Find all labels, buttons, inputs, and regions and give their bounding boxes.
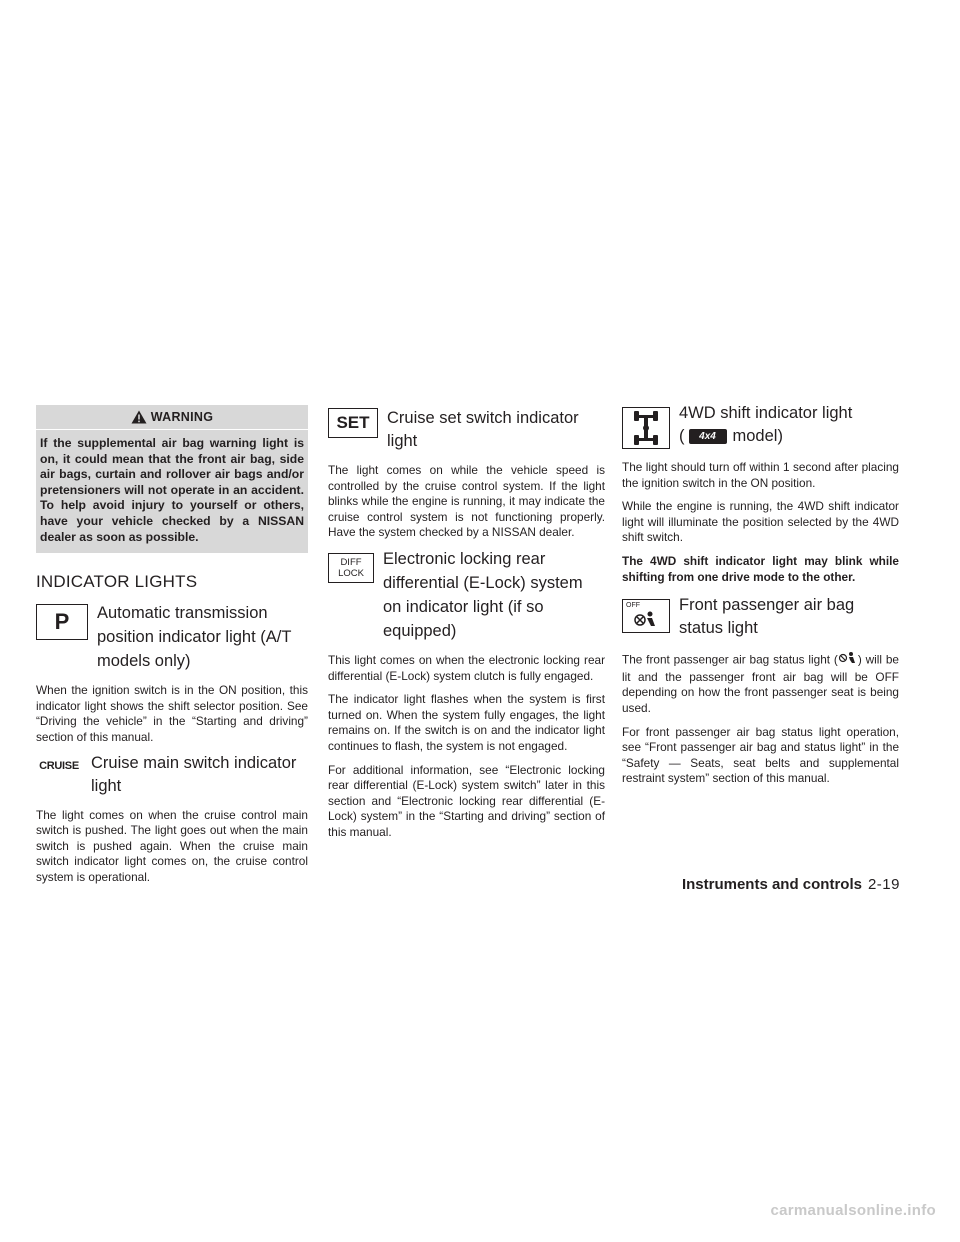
e-lock-paragraph-1: This light comes on when the electronic locking rear differential (E-Lock) system clutch is fully engaged.: [328, 652, 605, 683]
cruise-main-paragraph: The light comes on when the cruise control main switch is pushed. The light goes out when the main switch is pushed again. When the cruise main switch indicator light comes on, the cruise control system is operational.: [36, 807, 308, 884]
page-number: 2-19: [867, 876, 900, 893]
warning-triangle-icon: [131, 410, 147, 424]
4x4-badge-icon: 4x4: [689, 429, 727, 444]
item-e-lock: [328, 551, 605, 643]
4wd-bold-paragraph: The 4WD shift indicator light may blink while shifting from one drive mode to the other.: [622, 553, 899, 584]
cruise-main-title: Cruise main switch indicator light: [91, 753, 297, 795]
item-cruise-set: [328, 405, 605, 453]
passenger-airbag-inline-icon: [838, 651, 858, 670]
watermark: carmanualsonline.info: [770, 1202, 936, 1219]
column-middle: [328, 405, 605, 849]
paren-open: (: [679, 427, 685, 445]
warning-box: [36, 405, 308, 553]
passenger-airbag-paragraph-2: For front passenger air bag status light operation, see “Front passenger air bag and status light” in the “Safety — Seats, seat belts and supplemental restraint system” section of this manual.: [622, 724, 899, 786]
diff-lock-indicator-icon: DIFF LOCK: [328, 553, 374, 583]
passenger-airbag-off-icon: OFF: [622, 599, 670, 633]
warning-header: [36, 405, 308, 430]
4wd-shift-title-line2: [679, 425, 852, 448]
column-right: [622, 405, 899, 795]
4wd-shift-indicator-icon: [622, 407, 670, 449]
item-cruise-main: [36, 753, 308, 798]
4wd-model-suffix: model): [732, 427, 783, 445]
e-lock-title: Electronic locking rear differential (E-Lock) system on indicator light (if so equipped): [383, 549, 583, 640]
e-lock-paragraph-2: The indicator light flashes when the system is first turned on. When the system fully engages, the light remains on. If the switch is on and the indicator light continues to flash, the system is not engaged.: [328, 692, 605, 753]
cruise-set-title: Cruise set switch indicator light: [387, 409, 579, 450]
4wd-paragraph-1: The light should turn off within 1 second after placing the ignition switch in the ON position.: [622, 460, 899, 490]
at-position-title: Automatic transmission position indicator light (A/T models only): [97, 604, 292, 671]
item-4wd-shift: [622, 405, 899, 449]
4wd-shift-title: [679, 402, 852, 448]
warning-text: If the supplemental air bag warning light is on, it could mean that the front air bag, side air bags, curtain and rollover air bags and/or pretensioners will not operate in an accident. To help avoid injury to yourself or others, have your vehicle checked by a NISSAN dealer as soon as possible.: [40, 436, 304, 544]
section-title: INDICATOR LIGHTS: [36, 572, 198, 592]
page-footer: [682, 876, 900, 893]
item-passenger-airbag: [622, 597, 899, 640]
set-indicator-icon: SET: [328, 408, 378, 438]
passenger-airbag-title: Front passenger air bag status light: [679, 596, 855, 638]
4wd-shift-title-line1: 4WD shift indicator light: [679, 404, 853, 422]
item-at-position: [36, 604, 308, 673]
warning-heading: WARNING: [150, 410, 214, 424]
footer-section-name: Instruments and controls: [681, 876, 862, 893]
park-indicator-icon: P: [36, 604, 88, 640]
e-lock-paragraph-3: For additional information, see “Electronic locking rear differential (E-Lock) system switch” later in this section and “Electronic locking rear differential (E-Lock) system” in the “Starting and driving” section of this manual.: [328, 762, 605, 839]
passenger-airbag-paragraph-1: [622, 651, 899, 716]
column-left: [36, 405, 308, 894]
at-position-paragraph: When the ignition switch is in the ON position, this indicator light shows the shift selector position. See “Driving the vehicle” in the “Starting and driving” section of this manual.: [36, 683, 308, 744]
para1-after: ) will be lit and the passenger front air bag will be OFF depending on how the front passenger seat is being used.: [622, 652, 899, 715]
cruise-indicator-icon: CRUISE: [36, 756, 82, 776]
cruise-set-paragraph: The light comes on while the vehicle speed is controlled by the cruise control system. If the light blinks while the engine is running, it may indicate the cruise control system is not functioning properly. Have the system checked by a NISSAN dealer.: [328, 463, 605, 540]
para1-before: The front passenger air bag status light (: [622, 652, 838, 667]
4wd-paragraph-2: While the engine is running, the 4WD shift indicator light will illuminate the position selected by the 4WD shift switch.: [622, 499, 899, 545]
